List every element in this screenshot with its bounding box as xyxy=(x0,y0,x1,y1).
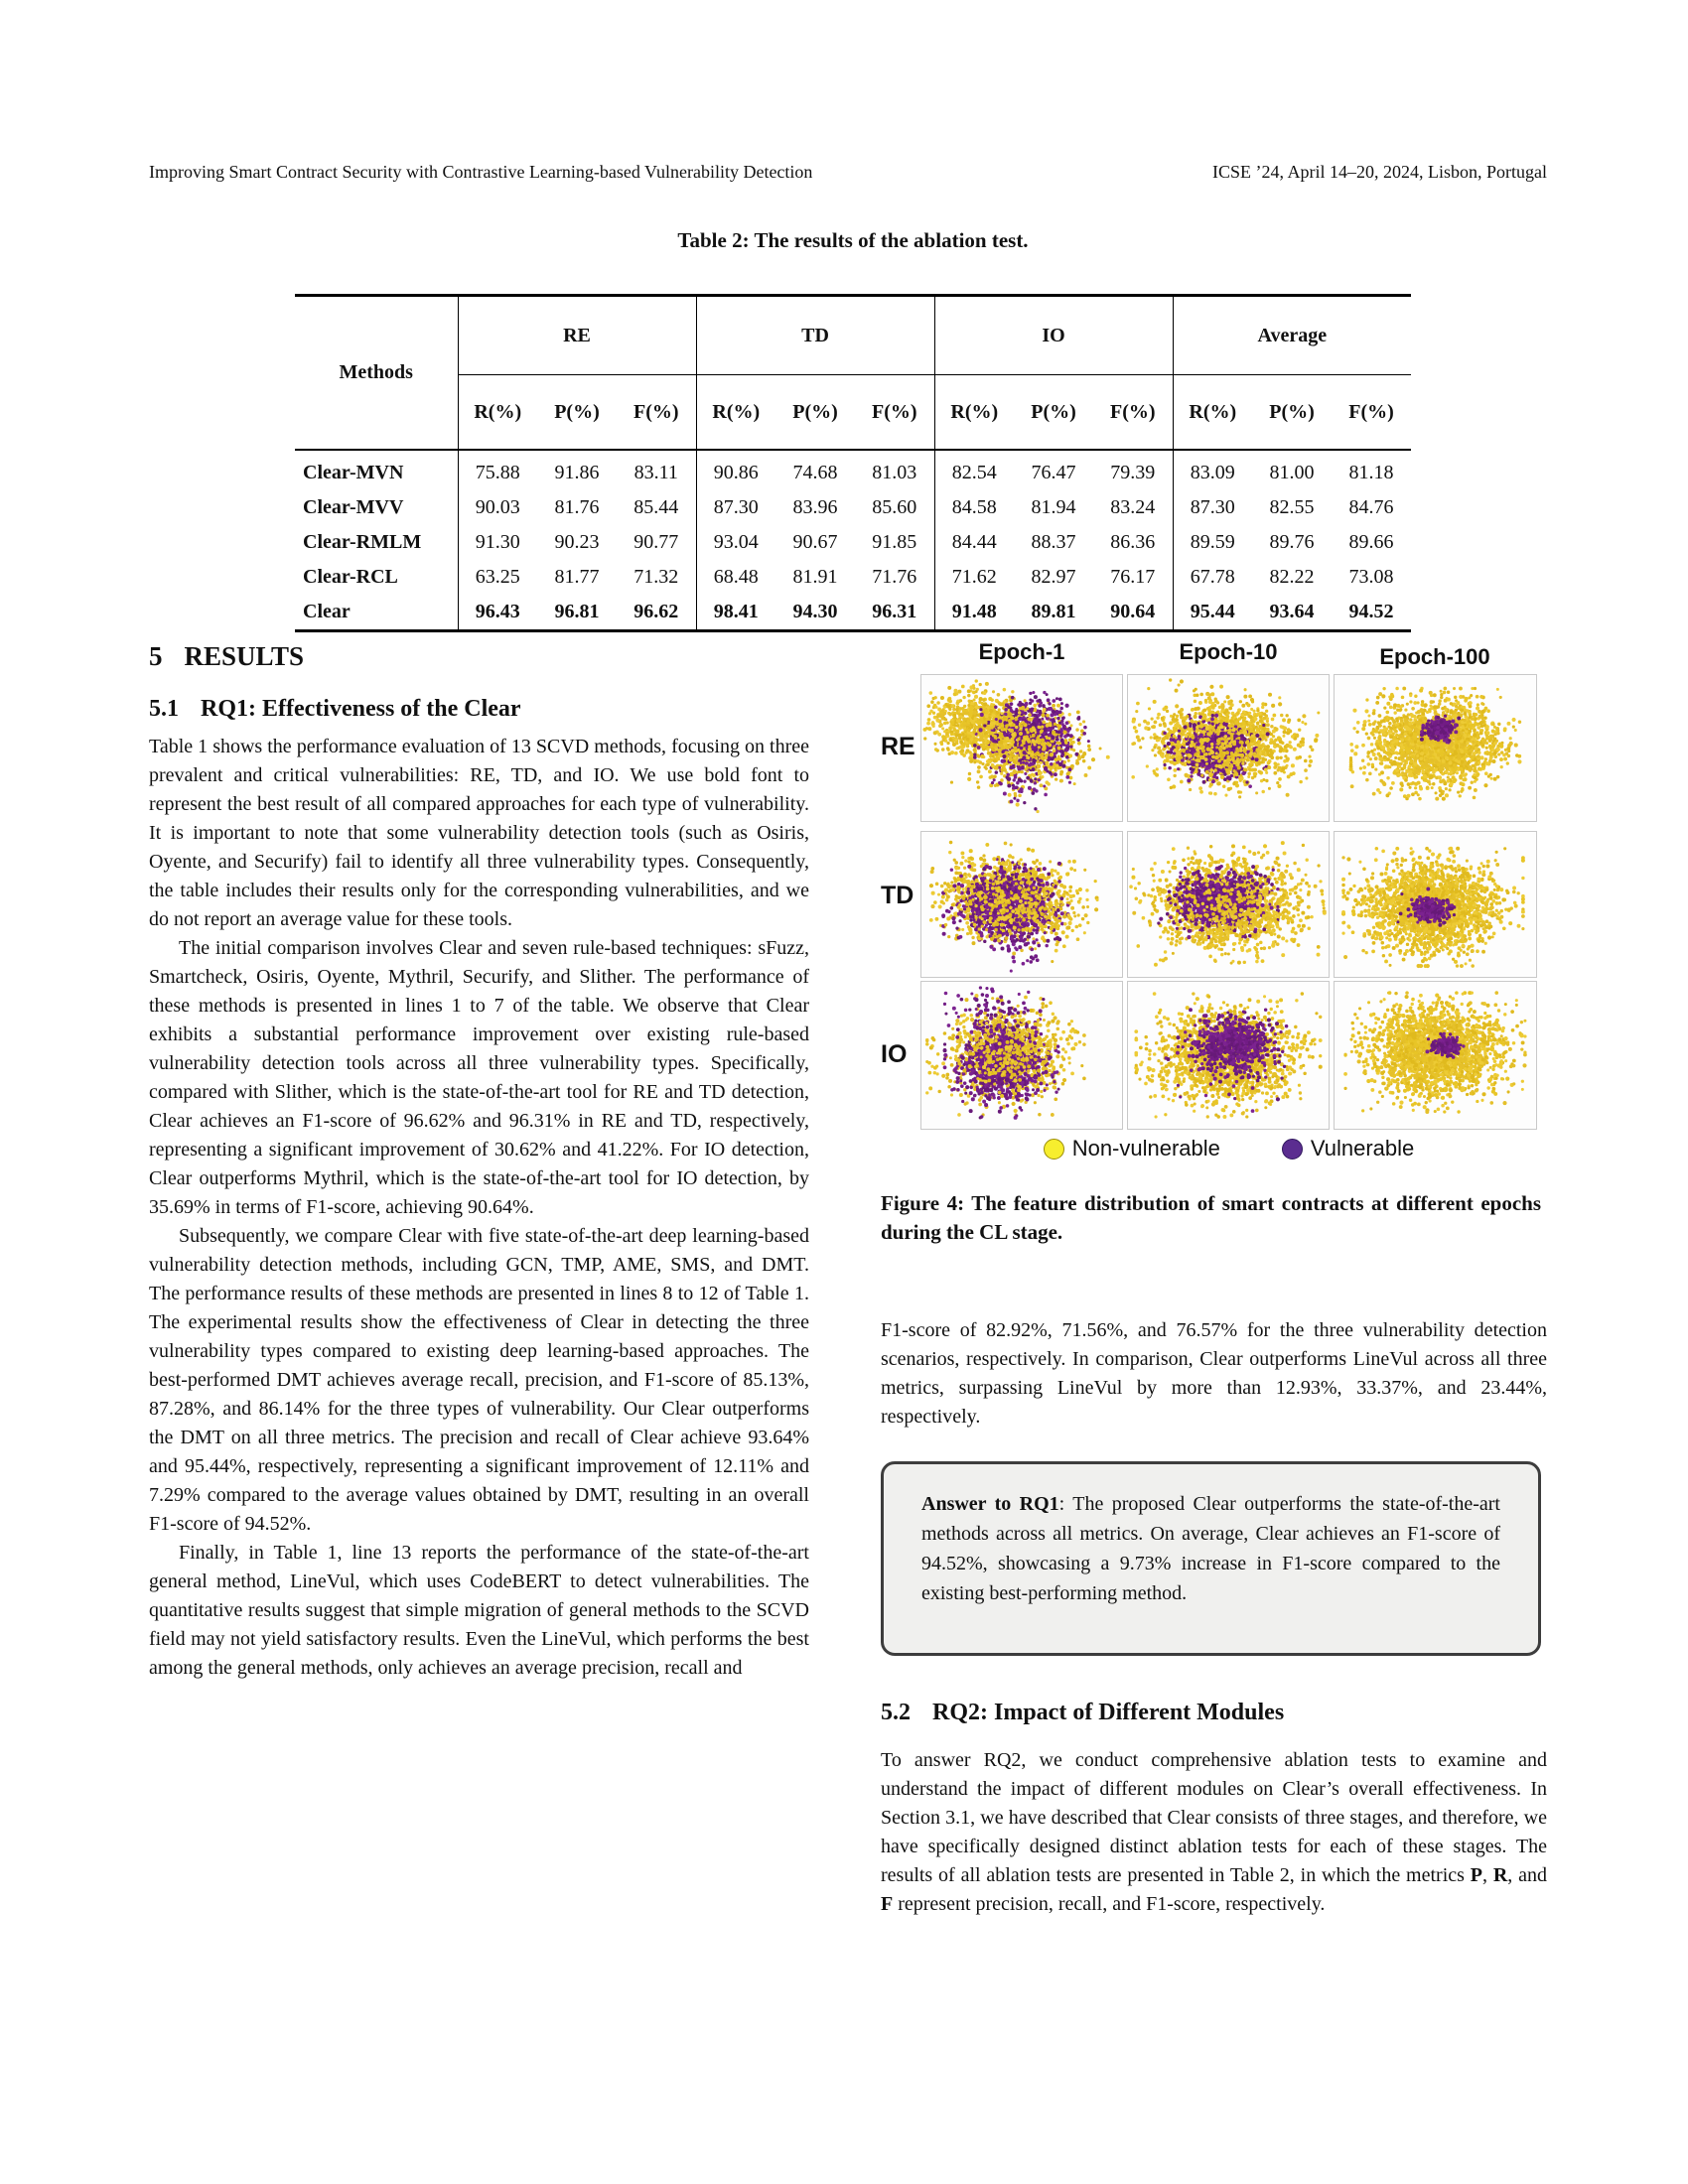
group-header-average: Average xyxy=(1173,296,1411,375)
scatter-canvas xyxy=(921,832,1122,977)
nonvulnerable-dot-icon xyxy=(1044,1139,1064,1160)
metric-value: 91.85 xyxy=(872,531,917,553)
section-5-heading xyxy=(149,641,809,672)
subcol-r: R(%) xyxy=(1173,375,1252,451)
metric-value: 98.41 xyxy=(696,595,775,631)
scatter-canvas xyxy=(1335,832,1536,977)
section-5-2-heading xyxy=(881,1700,1547,1726)
subcol-p: P(%) xyxy=(792,400,838,423)
vulnerable-dot-icon xyxy=(1282,1139,1303,1160)
metric-value: 81.94 xyxy=(1031,496,1076,518)
table-row xyxy=(295,560,1411,595)
table2 xyxy=(295,294,1411,632)
scatter-panel-RE-Epoch-10 xyxy=(1127,674,1330,822)
metric-value: 82.97 xyxy=(1031,566,1076,588)
rq2-text: , and xyxy=(1507,1864,1548,1886)
scatter-canvas xyxy=(1128,982,1329,1129)
table-subheader-row xyxy=(295,375,1411,451)
section-5-1-heading xyxy=(149,696,809,723)
subsection-title: RQ2: Impact of Different Modules xyxy=(932,1700,1285,1725)
left-column xyxy=(149,641,809,1683)
metric-value: 71.76 xyxy=(872,566,917,588)
metric-value: 74.68 xyxy=(775,450,855,490)
metric-value: 96.81 xyxy=(554,601,600,622)
section-title: RESULTS xyxy=(184,641,305,671)
metric-value: 83.96 xyxy=(792,496,838,518)
metric-value: 87.30 xyxy=(696,490,775,525)
re-row-label: RE xyxy=(881,733,915,760)
rq2-text: , xyxy=(1481,1864,1493,1886)
legend-item-vulnerable xyxy=(1282,1136,1414,1161)
metric-value: 76.17 xyxy=(1110,566,1156,588)
rq2-text: represent precision, recall, and F1-score, respectively. xyxy=(893,1893,1326,1915)
legend-label: Non-vulnerable xyxy=(1071,1136,1220,1160)
method-name: Clear-MVV xyxy=(303,496,404,518)
scatter-panel-IO-Epoch-10 xyxy=(1127,981,1330,1130)
methods-header: Methods xyxy=(339,361,413,383)
io-row-label: IO xyxy=(881,1040,908,1068)
metric-value: 83.09 xyxy=(1173,450,1252,490)
metric-value: 85.60 xyxy=(872,496,917,518)
answer-text: : The proposed Clear outperforms the state-of-the-art methods across all metrics. On average, Clear achieves an F1-score of 94.52%, showcasing a 9.73% increase in F1-score compared to the existing best-performing method. xyxy=(921,1493,1500,1604)
figure-4 xyxy=(881,625,1547,1181)
metric-p: P xyxy=(1470,1864,1482,1886)
scatter-canvas xyxy=(1128,832,1329,977)
scatter-panel-IO-Epoch-1 xyxy=(920,981,1123,1130)
metric-value: 76.47 xyxy=(1014,450,1093,490)
legend-item-nonvulnerable xyxy=(1044,1136,1220,1161)
figure-legend xyxy=(911,1136,1547,1161)
metric-value: 85.44 xyxy=(633,496,679,518)
scatter-canvas xyxy=(921,982,1122,1129)
metric-value: 94.30 xyxy=(792,601,838,622)
section-number: 5 xyxy=(149,641,163,671)
rq2-text: To answer RQ2, we conduct comprehensive ablation tests to examine and understand the impact of different modules on Clear’s overall effectiveness. In Section 3.1, we have described that Clear consists of three stages, and therefore, we have specifically designed distinct ablation tests for each of these stages. The results of all ablation tests are presented in Table 2, in which the metrics xyxy=(881,1749,1547,1886)
metric-value: 81.00 xyxy=(1252,450,1332,490)
subsection-number: 5.1 xyxy=(149,696,179,722)
subcol-r: R(%) xyxy=(934,375,1014,451)
metric-value: 90.64 xyxy=(1110,601,1156,622)
table2-body xyxy=(295,450,1411,631)
metric-value: 90.86 xyxy=(696,450,775,490)
group-header-io: IO xyxy=(934,296,1173,375)
table-row xyxy=(295,490,1411,525)
metric-value: 90.77 xyxy=(633,531,679,553)
scatter-panel-TD-Epoch-1 xyxy=(920,831,1123,978)
epoch-10-label: Epoch-10 xyxy=(1179,639,1278,664)
paragraph-3: Subsequently, we compare Clear with five state-of-the-art deep learning-based vulnerability detection methods, including GCN, TMP, AME, SMS, and DMT. The performance results of these methods are presented in lines 8 to 12 of Table 1. The experimental results show the effectiveness of Clear in detecting the three vulnerability types compared to existing deep learning-based approaches. The best-performed DMT achieves average recall, precision, and F1-score of 85.13%, 87.28%, and 86.14% for the three types of vulnerability. Our Clear outperforms the DMT on all three metrics. The precision and recall of Clear achieve 93.64% and 95.44%, respectively, representing a significant improvement of 12.11% and 7.29% compared to the average values obtained by DMT, resulting in an overall F1-score of 94.52%. xyxy=(149,1225,809,1535)
td-row-label: TD xyxy=(881,882,914,909)
metric-value: 96.43 xyxy=(458,595,537,631)
metric-value: 87.30 xyxy=(1173,490,1252,525)
method-name: Clear-MVN xyxy=(295,450,458,490)
metric-value: 68.48 xyxy=(696,560,775,595)
metric-value: 93.04 xyxy=(696,525,775,560)
running-header xyxy=(149,162,1547,183)
scatter-panel-RE-Epoch-1 xyxy=(920,674,1123,822)
ablation-table xyxy=(295,294,1411,632)
metric-value: 75.88 xyxy=(458,450,537,490)
metric-value: 90.23 xyxy=(554,531,600,553)
metric-value: 84.44 xyxy=(934,525,1014,560)
metric-value: 95.44 xyxy=(1173,595,1252,631)
metric-value: 94.52 xyxy=(1348,601,1394,622)
metric-value: 91.30 xyxy=(458,525,537,560)
table-row xyxy=(295,450,1411,490)
epoch-100-label: Epoch-100 xyxy=(1379,644,1490,669)
scatter-panel-RE-Epoch-100 xyxy=(1334,674,1537,822)
metric-value: 81.18 xyxy=(1332,450,1411,490)
metric-value: 86.36 xyxy=(1110,531,1156,553)
group-header-td: TD xyxy=(696,296,934,375)
table2-caption: Table 2: The results of the ablation test. xyxy=(677,228,1029,252)
metric-value: 96.62 xyxy=(633,601,679,622)
metric-value: 63.25 xyxy=(458,560,537,595)
scatter-canvas xyxy=(1335,982,1536,1129)
metric-value: 67.78 xyxy=(1173,560,1252,595)
table-row xyxy=(295,525,1411,560)
table-group-header-row xyxy=(295,296,1411,375)
metric-value: 89.76 xyxy=(1269,531,1315,553)
metric-value: 83.11 xyxy=(617,450,696,490)
header-title: Improving Smart Contract Security with Contrastive Learning-based Vulnerability Detection xyxy=(149,162,813,182)
paragraph-2: The initial comparison involves Clear and seven rule-based techniques: sFuzz, Smartcheck, Osiris, Oyente, Mythril, Securify, and Slither. The performance of these methods is presented in lines 1 to 7 of the table. We observe that Clear exhibits a substantial performance improvement over existing rule-based vulnerability detection tools across all three vulnerability types. Specifically, compared with Slither, which is the state-of-the-art tool for RE and TD detection, Clear achieves an F1-score of 96.62% and 96.31% in RE and TD, respectively, representing a significant improvement of 30.62% and 41.22%. For IO detection, Clear outperforms Mythril, which is the state-of-the-art tool for IO detection, by 35.69% in terms of F1-score, achieving 90.64%. xyxy=(149,937,809,1218)
metric-value: 96.31 xyxy=(872,601,917,622)
method-name: Clear xyxy=(303,601,351,622)
subcol-f: F(%) xyxy=(1348,400,1394,423)
method-name: Clear-RCL xyxy=(303,566,398,588)
metric-value: 79.39 xyxy=(1093,450,1173,490)
metric-value: 90.67 xyxy=(792,531,838,553)
scatter-canvas xyxy=(921,675,1122,821)
metric-value: 81.91 xyxy=(792,566,838,588)
subcol-p: P(%) xyxy=(554,400,600,423)
paragraph-f1-continuation: F1-score of 82.92%, 71.56%, and 76.57% for the three vulnerability detection scenarios, respectively. In comparison, Clear outperforms LineVul across all three metrics, surpassing LineVul by more than 12.93%, 33.37%, and 23.44%, respectively. xyxy=(881,1319,1547,1428)
answer-label: Answer to RQ1 xyxy=(921,1493,1059,1515)
metric-value: 71.62 xyxy=(934,560,1014,595)
metric-value: 82.22 xyxy=(1269,566,1315,588)
method-name: Clear-RMLM xyxy=(303,531,422,553)
metric-f: F xyxy=(881,1893,894,1915)
subcol-f: F(%) xyxy=(1110,400,1156,423)
metric-value: 89.59 xyxy=(1173,525,1252,560)
scatter-panel-IO-Epoch-100 xyxy=(1334,981,1537,1130)
paragraph-rq2 xyxy=(881,1746,1547,1919)
subsection-number: 5.2 xyxy=(881,1700,911,1725)
subcol-r: R(%) xyxy=(696,375,775,451)
figure-4-caption: Figure 4: The feature distribution of smart contracts at different epochs during the CL stage. xyxy=(881,1191,1541,1244)
subcol-p: P(%) xyxy=(1031,400,1076,423)
metric-value: 71.32 xyxy=(633,566,679,588)
metric-value: 83.24 xyxy=(1110,496,1156,518)
metric-r: R xyxy=(1492,1864,1508,1886)
subcol-f: F(%) xyxy=(633,400,679,423)
metric-value: 90.03 xyxy=(458,490,537,525)
scatter-canvas xyxy=(1335,675,1536,821)
metric-value: 91.86 xyxy=(537,450,617,490)
subsection-title: RQ1: Effectiveness of the Clear xyxy=(201,696,521,722)
metric-value: 89.66 xyxy=(1348,531,1394,553)
group-header-re: RE xyxy=(458,296,696,375)
legend-label: Vulnerable xyxy=(1310,1136,1415,1160)
paragraph-1: Table 1 shows the performance evaluation of 13 SCVD methods, focusing on three prevalent and critical vulnerabilities: RE, TD, and IO. We use bold font to represent the best result of all compared approaches for each type of vulnerability. It is important to note that some vulnerability detection tools (such as Osiris, Oyente, and Securify) fail to identify all three vulnerability types. Consequently, the table includes their results only for the corresponding vulnerabilities, and we do not report an average value for these tools. xyxy=(149,736,809,930)
scatter-panel-TD-Epoch-10 xyxy=(1127,831,1330,978)
scatter-canvas xyxy=(1128,675,1329,821)
metric-value: 91.48 xyxy=(934,595,1014,631)
subcol-r: R(%) xyxy=(458,375,537,451)
paragraph-4: Finally, in Table 1, line 13 reports the performance of the state-of-the-art general method, LineVul, which uses CodeBERT to detect vulnerabilities. The quantitative results suggest that simple migration of general methods to the SCVD field may not yield satisfactory results. Even the LineVul, which performs the best among the general methods, only achieves an average precision, recall and xyxy=(149,1542,809,1679)
metric-value: 82.54 xyxy=(934,450,1014,490)
metric-value: 82.55 xyxy=(1269,496,1315,518)
answer-rq1-box xyxy=(881,1461,1541,1656)
metric-value: 84.76 xyxy=(1348,496,1394,518)
metric-value: 81.03 xyxy=(855,450,934,490)
epoch-1-label: Epoch-1 xyxy=(978,639,1065,664)
metric-value: 81.77 xyxy=(554,566,600,588)
metric-value: 81.76 xyxy=(554,496,600,518)
header-conference: ICSE ’24, April 14–20, 2024, Lisbon, Portugal xyxy=(1212,162,1547,182)
subcol-p: P(%) xyxy=(1269,400,1315,423)
metric-value: 89.81 xyxy=(1031,601,1076,622)
subcol-f: F(%) xyxy=(872,400,917,423)
metric-value: 93.64 xyxy=(1269,601,1315,622)
scatter-panel-TD-Epoch-100 xyxy=(1334,831,1537,978)
metric-value: 84.58 xyxy=(934,490,1014,525)
metric-value: 73.08 xyxy=(1348,566,1394,588)
metric-value: 88.37 xyxy=(1031,531,1076,553)
